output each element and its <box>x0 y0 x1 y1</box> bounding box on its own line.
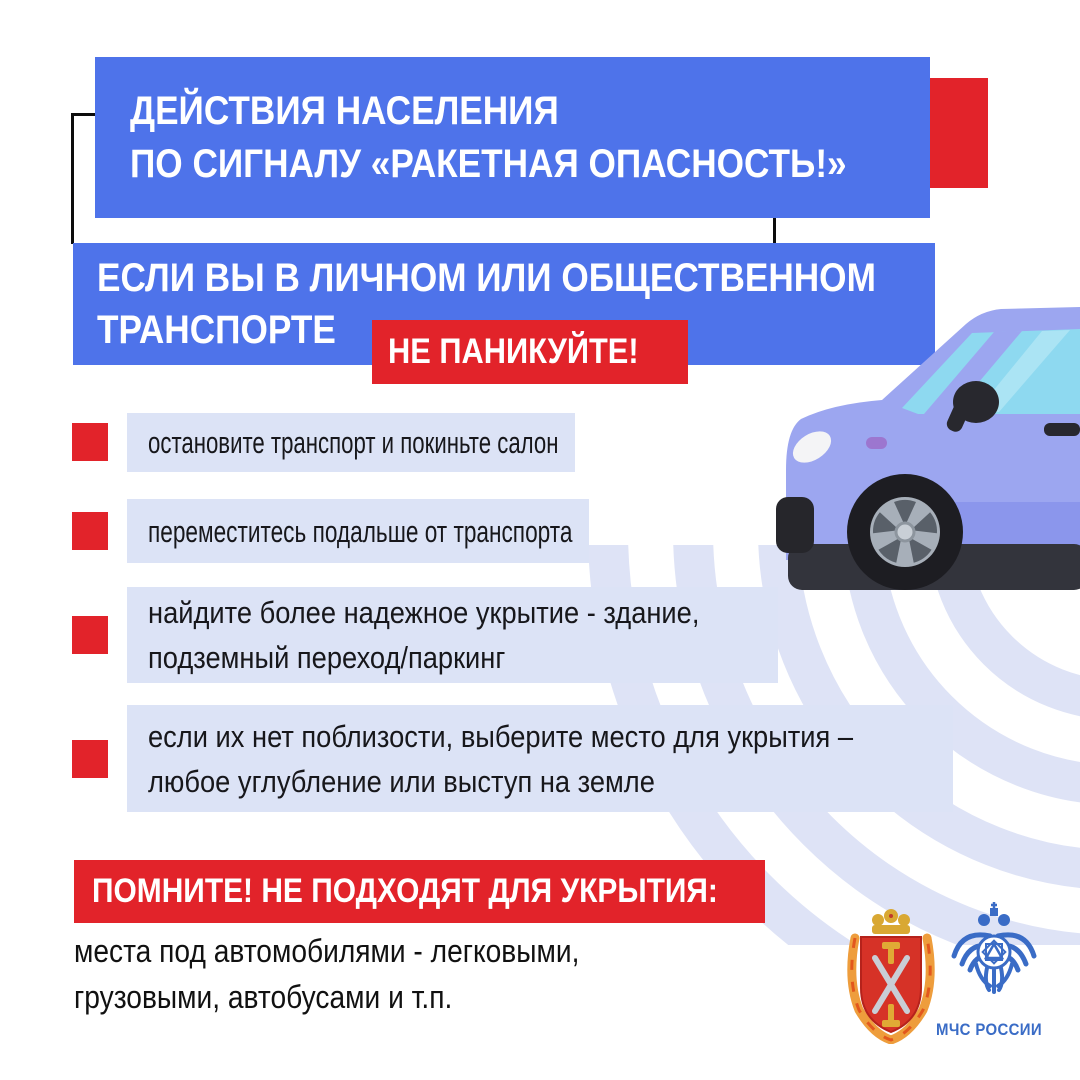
instruction-3-line2: подземный переход/паркинг <box>148 640 506 675</box>
bullet-square-4 <box>72 740 108 778</box>
instruction-1-line1: остановите транспорт и покиньте салон <box>148 425 559 460</box>
warning-line2: грузовыми, автобусами и т.п. <box>74 979 453 1015</box>
bullet-square-1 <box>72 423 108 461</box>
subheader-line1: ЕСЛИ ВЫ В ЛИЧНОМ ИЛИ ОБЩЕСТВЕННОМ <box>97 256 876 300</box>
warning-banner <box>74 860 765 923</box>
alert-badge <box>372 320 688 384</box>
warning-title: ПОМНИТЕ! НЕ ПОДХОДЯТ ДЛЯ УКРЫТИЯ: <box>92 872 718 910</box>
connector-line-vertical-left <box>71 113 74 244</box>
instruction-3-line1: найдите более надежное укрытие - здание, <box>148 595 700 630</box>
warning-text <box>74 928 754 1020</box>
instruction-item-4 <box>127 705 953 812</box>
instruction-4-line2: любое углубление или выступ на земле <box>148 763 655 799</box>
connector-line-horizontal <box>71 113 97 116</box>
instruction-item-3 <box>127 587 778 683</box>
instruction-2-line1: переместитесь подальше от транспорта <box>148 513 573 549</box>
header-line2: ПО СИГНАЛУ «РАКЕТНАЯ ОПАСНОСТЬ!» <box>130 141 847 186</box>
alert-label: НЕ ПАНИКУЙТЕ! <box>387 332 639 371</box>
instruction-item-1 <box>127 413 575 472</box>
bullet-square-3 <box>72 616 108 654</box>
connector-line-vertical-right <box>773 216 776 244</box>
header-line1: ДЕЙСТВИЯ НАСЕЛЕНИЯ <box>130 88 559 133</box>
instruction-item-2 <box>127 499 589 563</box>
warning-line1: места под автомобилями - легковыми, <box>74 933 580 969</box>
car-illustration <box>755 295 1080 600</box>
mchs-label <box>936 1020 1052 1040</box>
header-banner <box>95 57 930 218</box>
mchs-label-text: МЧС РОССИИ <box>936 1020 1042 1039</box>
bullet-square-2 <box>72 512 108 550</box>
instruction-4-line1: если их нет поблизости, выберите место для укрытия – <box>148 718 854 754</box>
tula-coat-of-arms-logo <box>845 908 937 1044</box>
subheader-line2: ТРАНСПОРТЕ <box>97 308 336 352</box>
mchs-emblem-logo <box>946 900 1042 1018</box>
red-accent-block <box>930 78 988 188</box>
